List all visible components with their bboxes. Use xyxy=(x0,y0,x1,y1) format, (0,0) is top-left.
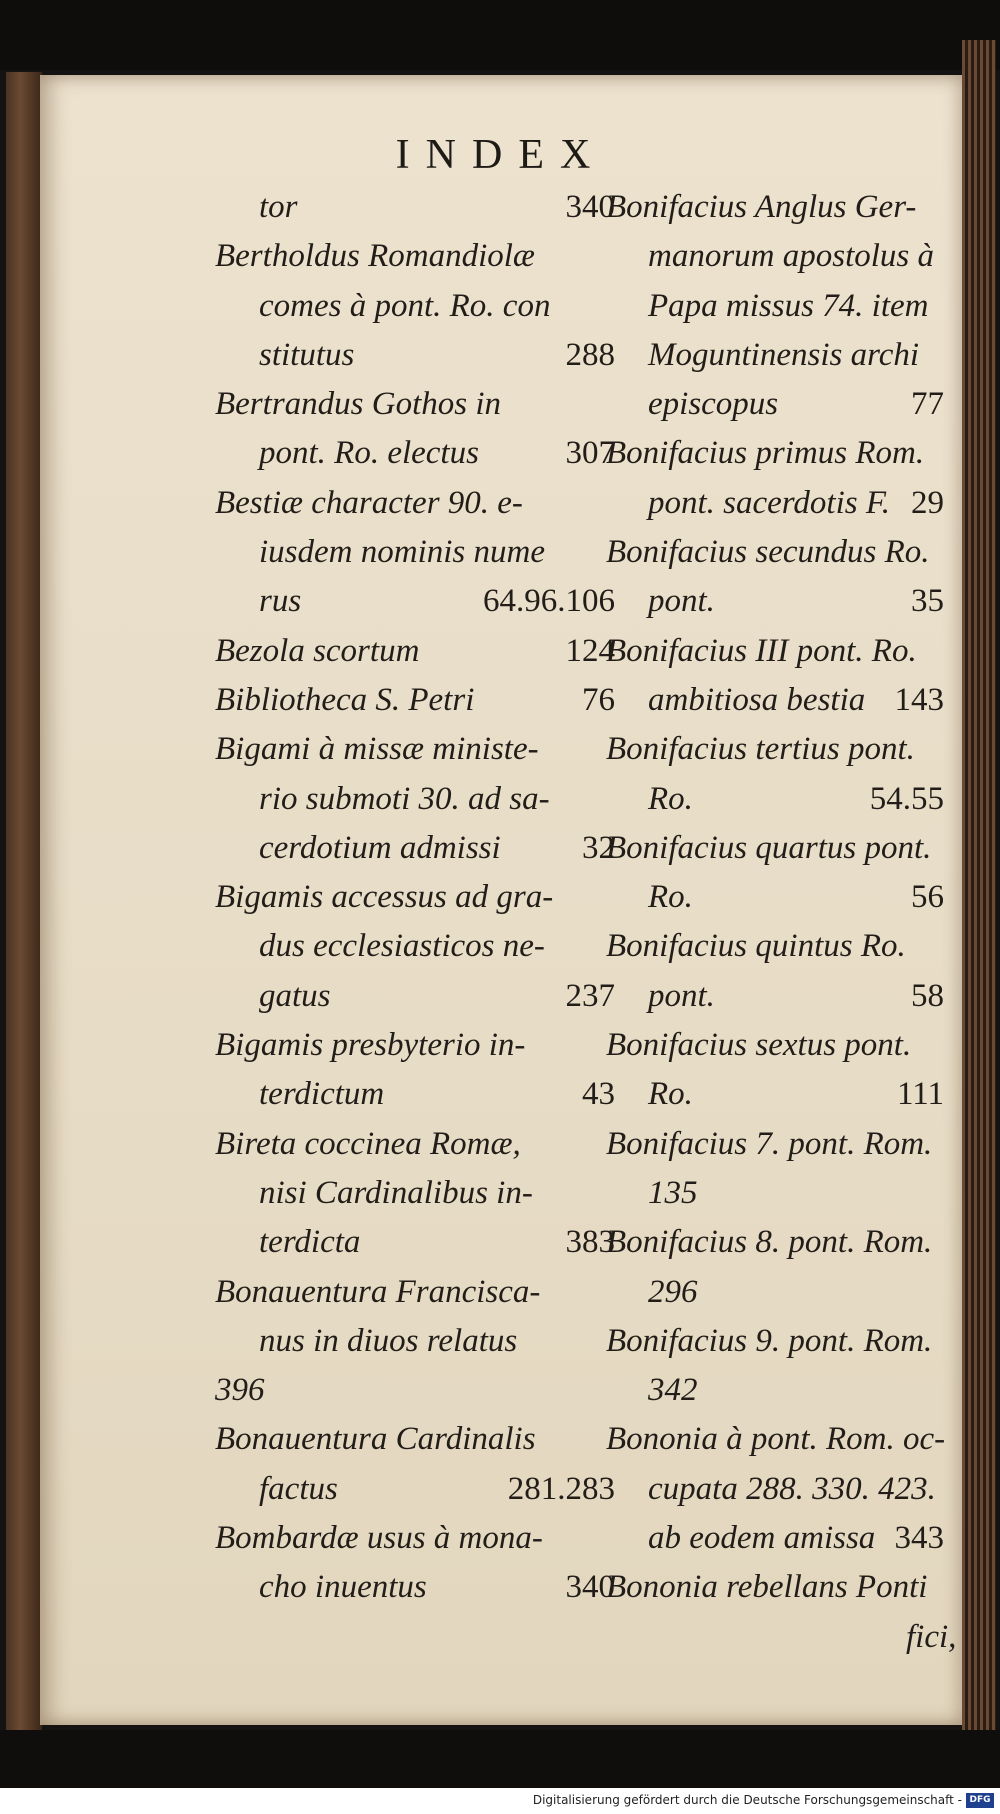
index-line xyxy=(606,627,986,676)
index-entry-text: Bonifacius 8. pont. Rom. xyxy=(606,1224,933,1261)
index-entry-text: Bonauentura Cardinalis xyxy=(215,1421,536,1458)
index-entry-text: cupata 288. 330. 423. xyxy=(648,1470,936,1507)
index-line xyxy=(215,1268,655,1317)
index-entry-text: tor xyxy=(259,189,298,225)
index-line xyxy=(215,1415,655,1464)
index-entry-text: Bonifacius quintus Ro. xyxy=(606,928,906,965)
index-line xyxy=(215,183,655,232)
index-line xyxy=(606,824,986,873)
index-line xyxy=(606,1120,986,1169)
index-line xyxy=(606,1613,986,1662)
index-page-number: 281.283 xyxy=(507,1470,615,1507)
index-line xyxy=(215,331,655,380)
index-entry-text: Ro. xyxy=(648,879,693,916)
index-entry-text: 342 xyxy=(648,1372,698,1409)
index-entry-text: Bonifacius quartus pont. xyxy=(606,829,932,866)
index-line xyxy=(606,479,986,528)
index-line xyxy=(215,1021,655,1070)
running-head: INDEX xyxy=(395,132,607,178)
index-entry-text: Bertrandus Gothos in xyxy=(215,386,502,423)
index-page-number: 383 xyxy=(565,1224,615,1261)
index-entry-text: factus xyxy=(259,1470,338,1507)
index-entry-text: Bonauentura Franciscа- xyxy=(215,1273,541,1310)
index-entry-text: nus in diuos relatus xyxy=(259,1322,518,1359)
index-line xyxy=(606,429,986,478)
index-entry-text: Bonifacius secundus Ro. xyxy=(606,534,930,571)
index-column-right xyxy=(606,183,986,1662)
index-entry-text: Bestiæ character 90. e- xyxy=(215,484,523,521)
book-bottom-edge xyxy=(0,1730,1000,1788)
index-line xyxy=(606,676,986,725)
index-line xyxy=(606,232,986,281)
index-line xyxy=(606,1317,986,1366)
index-page-number: 340 xyxy=(565,1569,615,1606)
index-entry-text: dus ecclesiasticos ne- xyxy=(259,928,545,965)
index-entry-text: Bertholdus Romandiolæ xyxy=(215,238,535,275)
index-entry-text: Bigami à missæ ministe- xyxy=(215,731,539,768)
index-entry-text: Bonifacius tertius pont. xyxy=(606,731,915,768)
index-page-number: 124 xyxy=(565,632,615,669)
dfg-logo: DFG xyxy=(966,1793,994,1808)
index-line xyxy=(215,1317,655,1366)
index-entry-text: Bonifacius 9. pont. Rom. xyxy=(606,1322,933,1359)
index-entry-text: Bonifacius III pont. Ro. xyxy=(606,632,917,669)
index-entry-text: 135 xyxy=(648,1174,698,1211)
index-line xyxy=(606,1070,986,1119)
index-line xyxy=(606,577,986,626)
index-line xyxy=(606,1169,986,1218)
digitization-footer xyxy=(0,1788,1000,1814)
index-line xyxy=(215,1465,655,1514)
index-entry-text: rus xyxy=(259,583,302,620)
index-line xyxy=(606,1563,986,1612)
index-line xyxy=(606,1465,986,1514)
index-page-number: 56 xyxy=(911,879,944,916)
index-entry-text: terdictum xyxy=(259,1076,385,1113)
index-page-number: 43 xyxy=(582,1076,615,1113)
index-page-number: 340 xyxy=(565,189,615,225)
index-entry-text: Bireta coccinea Romæ, xyxy=(215,1125,521,1162)
index-entry-text: rio submoti 30. ad sa- xyxy=(259,780,550,817)
index-line xyxy=(606,775,986,824)
index-line xyxy=(606,1268,986,1317)
index-line xyxy=(215,922,655,971)
index-line xyxy=(606,380,986,429)
index-page-number: 111 xyxy=(896,1076,944,1113)
index-line xyxy=(215,627,655,676)
index-entry-text: Bonifacius 7. pont. Rom. xyxy=(606,1125,933,1162)
index-line xyxy=(215,1563,655,1612)
index-entry-text: Bezola scortum xyxy=(215,632,420,669)
index-entry-text: Bonifacius primus Rom. xyxy=(606,435,925,472)
index-line xyxy=(215,479,655,528)
index-entry-text: pont. xyxy=(648,977,715,1014)
index-line xyxy=(215,676,655,725)
index-entry-text: fici, xyxy=(906,1618,957,1655)
index-entry-text: Ro. xyxy=(648,1076,693,1113)
index-entry-text: Bibliotheca S. Petri xyxy=(215,681,475,718)
index-line xyxy=(606,183,986,232)
index-entry-text: Bombardæ usus à mona- xyxy=(215,1520,543,1557)
index-page-number: 76 xyxy=(582,681,615,718)
index-line xyxy=(606,1514,986,1563)
index-entry-text: episcopus xyxy=(648,386,779,423)
index-entry-text: ab eodem amissa xyxy=(648,1520,876,1557)
index-line xyxy=(606,331,986,380)
index-page-number: 143 xyxy=(894,681,944,718)
index-entry-text: gatus xyxy=(259,977,331,1014)
index-entry-text: pont. xyxy=(648,583,715,620)
index-entry-text: pont. sacerdotis F. xyxy=(648,484,891,521)
index-page-number: 35 xyxy=(911,583,944,620)
index-column-left xyxy=(215,183,655,1613)
index-line xyxy=(215,380,655,429)
index-line xyxy=(215,1169,655,1218)
index-line xyxy=(606,972,986,1021)
index-page-number: 58 xyxy=(911,977,944,1014)
index-line xyxy=(606,1366,986,1415)
index-entry-text: ambitiosa bestia xyxy=(648,681,866,718)
index-page-number: 54.55 xyxy=(869,780,944,817)
index-line xyxy=(215,1120,655,1169)
book-spine xyxy=(6,72,42,1730)
index-line xyxy=(606,725,986,774)
index-page-number: 307 xyxy=(565,435,615,472)
index-line xyxy=(215,972,655,1021)
index-line xyxy=(606,1415,986,1464)
index-line xyxy=(215,725,655,774)
footer-credit: Digitalisierung gefördert durch die Deutsche Forschungsgemeinschaft - xyxy=(532,1793,962,1807)
index-entry-text: 396 xyxy=(215,1372,265,1409)
index-line xyxy=(606,922,986,971)
index-entry-text: manorum apostolus à xyxy=(648,238,935,275)
index-page-number: 288 xyxy=(565,336,615,373)
index-page-number: 32 xyxy=(582,829,615,866)
index-line xyxy=(215,1070,655,1119)
index-entry-text: pont. Ro. electus xyxy=(259,435,479,472)
book-top-edge xyxy=(0,0,1000,70)
index-entry-text: Bonifacius sextus pont. xyxy=(606,1027,912,1064)
index-line xyxy=(215,1218,655,1267)
index-page-number: 237 xyxy=(565,977,615,1014)
index-line xyxy=(606,1021,986,1070)
index-page-number: 64.96.106 xyxy=(483,583,615,620)
index-line xyxy=(606,282,986,331)
index-page xyxy=(40,75,962,1725)
index-entry-text: Bonifacius Anglus Ger- xyxy=(606,189,917,225)
index-entry-text: terdicta xyxy=(259,1224,361,1261)
index-line xyxy=(215,232,655,281)
index-line xyxy=(215,282,655,331)
index-line xyxy=(606,873,986,922)
index-line xyxy=(606,528,986,577)
index-line xyxy=(215,873,655,922)
index-entry-text: iusdem nominis nume xyxy=(259,534,545,571)
index-line xyxy=(215,528,655,577)
index-line xyxy=(215,1514,655,1563)
index-entry-text: Ro. xyxy=(648,780,693,817)
index-line xyxy=(215,577,655,626)
index-page-number: 29 xyxy=(911,484,944,521)
index-entry-text: cerdotium admissi xyxy=(259,829,501,866)
index-entry-text: Bigamis accessus ad gra- xyxy=(215,879,554,916)
index-line xyxy=(606,1218,986,1267)
index-line xyxy=(215,1366,655,1415)
index-entry-text: 296 xyxy=(648,1273,698,1310)
index-entry-text: stitutus xyxy=(259,336,355,373)
index-line xyxy=(215,775,655,824)
index-line xyxy=(215,429,655,478)
index-entry-text: nisi Cardinalibus in- xyxy=(259,1174,533,1211)
index-line xyxy=(215,824,655,873)
index-entry-text: comes à pont. Ro. con xyxy=(259,287,551,324)
index-entry-text: cho inuentus xyxy=(259,1569,427,1606)
index-entry-text: Papa missus 74. item xyxy=(648,287,929,324)
index-page-number: 77 xyxy=(911,386,944,423)
index-page-number: 343 xyxy=(894,1520,944,1557)
index-entry-text: Bigamis presbyterio in- xyxy=(215,1027,526,1064)
index-entry-text: Moguntinensis archi xyxy=(648,336,920,373)
index-entry-text: Bononia à pont. Rom. oc- xyxy=(606,1421,946,1458)
index-entry-text: Bononia rebellans Ponti xyxy=(606,1569,928,1606)
